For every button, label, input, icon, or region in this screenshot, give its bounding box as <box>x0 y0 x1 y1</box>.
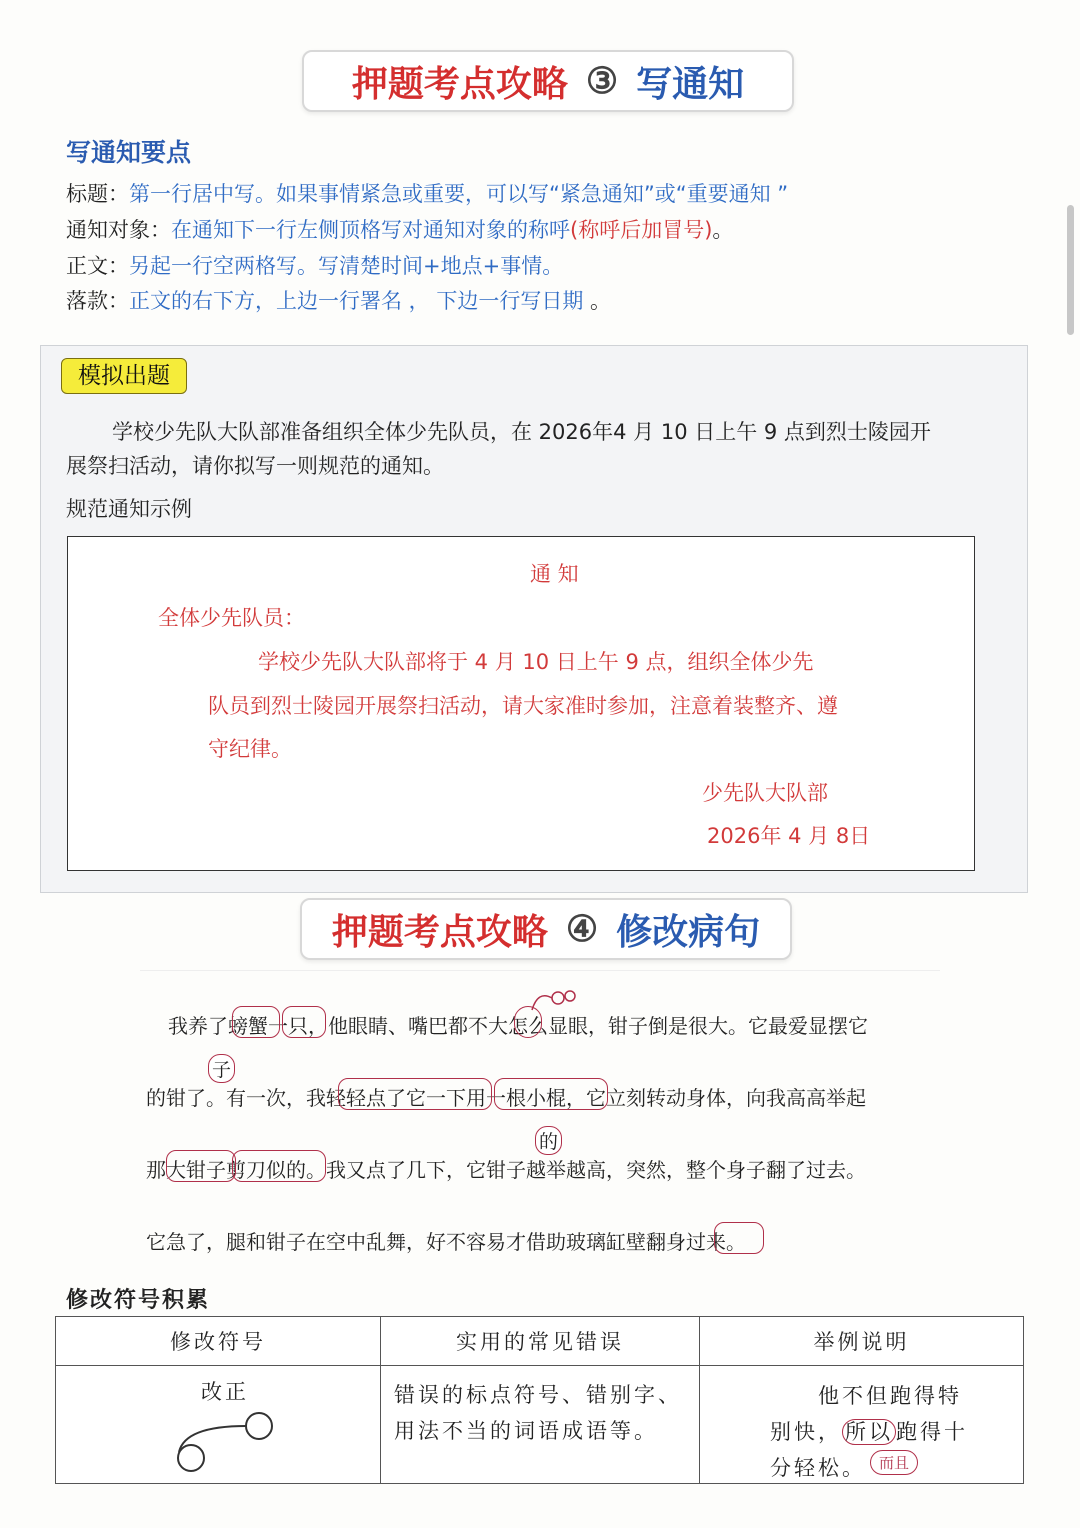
point-recipient: 通知对象：在通知下一行左侧顶格写对通知对象的称呼(称呼后加冒号)。 <box>66 218 734 242</box>
points-heading: 写通知要点 <box>66 138 192 167</box>
section-title-notice <box>302 50 794 112</box>
divider <box>140 970 940 971</box>
example-line-2: 别快， 所以 跑得十 <box>770 1420 968 1444</box>
notice-date: 2026年 4 月 8日 <box>707 824 871 848</box>
symbol-table <box>55 1316 1024 1484</box>
table-header: 举例说明 <box>700 1317 1024 1366</box>
question-line-1: 学校少先队大队部准备组织全体少先队员，在 2026年4 月 10 日上午 9 点到烈士陵园开 <box>112 420 931 444</box>
story-line-1: 我养了螃蟹一只，他眼睛、嘴巴都不大怎么显眼，钳子倒是很大。它最爱显摆它 <box>168 1014 868 1038</box>
insert-mark-zi: 子 <box>208 1054 235 1083</box>
story-line-2: 的钳了。有一次，我轻轻点了它一下用一根小棍，它立刻转动身体，向我高高举起 <box>146 1086 866 1110</box>
example-cell <box>700 1366 1024 1484</box>
point-title: 标题：第一行居中写。如果事情紧急或重要，可以写“紧急通知”或“重要通知 ” <box>66 182 789 206</box>
point-signature: 落款：正文的右下方，上边一行署名 ， 下边一行写日期 。 <box>66 289 612 313</box>
correction-mark <box>232 1150 326 1182</box>
example-label: 规范通知示例 <box>66 497 192 521</box>
example-line-1: 他不但跑得特 <box>818 1384 962 1408</box>
correction-mark <box>232 1006 280 1038</box>
title-topic: 修改病句 <box>616 910 761 953</box>
notice-body-line-3: 守纪律。 <box>208 737 292 761</box>
title-number: ④ <box>565 908 599 950</box>
title-text: 押题考点攻略 <box>351 62 568 105</box>
notice-body-line-1: 学校少先队大队部将于 4 月 10 日上午 9 点，组织全体少先 <box>258 650 814 674</box>
correction-symbol-icon <box>171 1406 281 1476</box>
notice-body-line-2: 队员到烈士陵园开展祭扫活动，请大家准时参加，注意着装整齐、遵 <box>208 694 838 718</box>
story-line-3: 那大钳子剪刀似的。我又点了几下，它钳子越举越高，突然，整个身子翻了过去。 <box>146 1158 866 1182</box>
table-header: 实用的常见错误 <box>381 1317 700 1366</box>
title-text: 押题考点攻略 <box>331 910 548 953</box>
story-line-4: 它急了，腿和钳子在空中乱舞，好不容易才借助玻璃缸壁翻身过来。 <box>146 1230 746 1254</box>
symbol-cell <box>56 1366 381 1484</box>
correction-mark <box>166 1150 236 1182</box>
errors-line-2: 用法不当的词语成语等。 <box>394 1419 658 1443</box>
errors-line-1: 错误的标点符号、错别字、 <box>394 1383 682 1407</box>
section-title-correction <box>300 898 792 960</box>
example-line-3: 分轻松。 <box>770 1456 866 1480</box>
notice-title: 通 知 <box>530 562 579 586</box>
notice-signature: 少先队大队部 <box>702 781 828 805</box>
correction-mark <box>338 1078 492 1110</box>
simulation-tag: 模拟出题 <box>61 358 187 394</box>
title-number: ③ <box>585 60 619 102</box>
insert-mark-de: 的 <box>535 1126 562 1155</box>
example-wrong-word: 所以 <box>842 1419 896 1445</box>
correction-mark <box>714 1222 764 1254</box>
swap-mark <box>530 984 580 1012</box>
correction-mark <box>494 1078 608 1110</box>
question-line-2: 展祭扫活动，请你拟写一则规范的通知。 <box>66 454 444 478</box>
example-fix-word: 而且 <box>870 1450 918 1475</box>
title-topic: 写通知 <box>636 62 745 105</box>
scrollbar-thumb[interactable] <box>1067 205 1074 335</box>
table-header: 修改符号 <box>56 1317 381 1366</box>
point-body: 正文：另起一行空两格写。写清楚时间+地点+事情。 <box>66 254 564 278</box>
notice-salutation: 全体少先队员： <box>158 606 305 630</box>
correction-mark <box>282 1006 326 1038</box>
symbol-name: 改正 <box>201 1380 249 1404</box>
errors-cell <box>381 1366 700 1484</box>
accumulation-label: 修改符号积累 <box>66 1287 211 1313</box>
